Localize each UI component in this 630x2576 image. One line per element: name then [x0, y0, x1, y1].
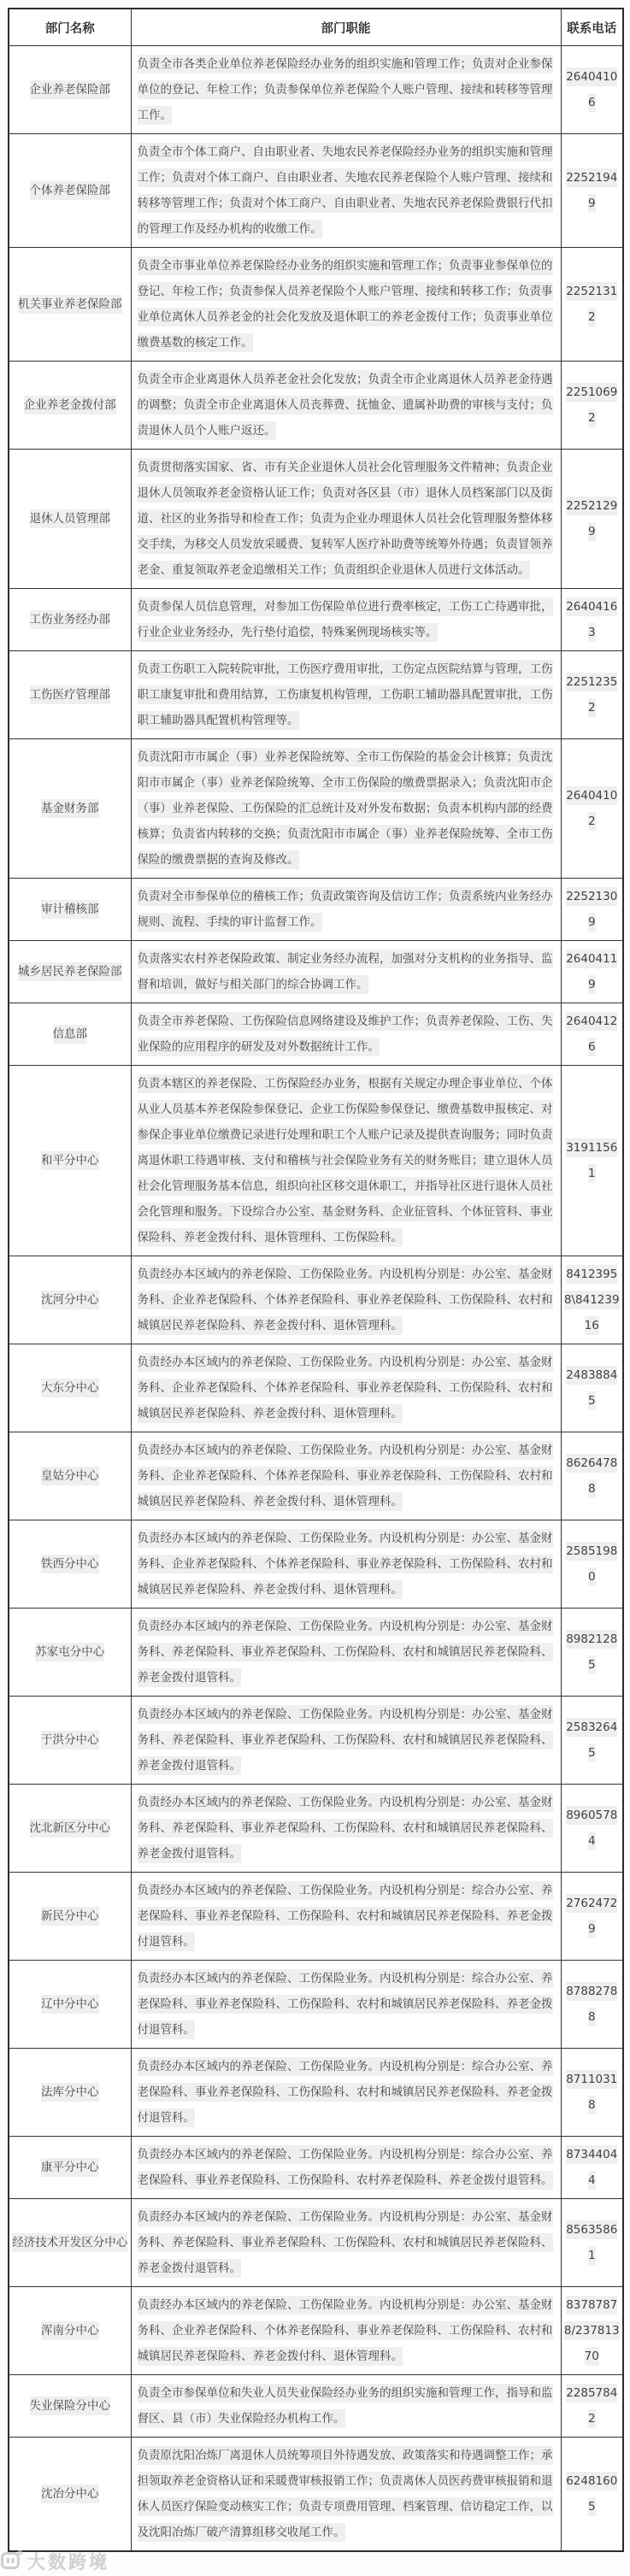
department-name-cell [9, 248, 131, 362]
contact-phone-cell-text: 26404126 [566, 1012, 617, 1056]
contact-phone-cell [561, 1697, 623, 1785]
department-duty-cell-text: 负责经办本区域内的养老保险、工伤保险业务。内设机构分别是：办公室、基金财务科、养老保险科、事业养老保险科、工伤保险科、农村和城镇居民养老保险科、养老金拨付退管科。 [138, 1793, 553, 1863]
table-row [9, 879, 623, 941]
table-row [9, 1256, 623, 1344]
department-name-cell [9, 1344, 131, 1432]
contact-phone-cell-text: 89821285 [566, 1630, 617, 1674]
department-name-cell-text: 审计稽核部 [41, 900, 99, 919]
department-name-cell [9, 2287, 131, 2375]
department-name-cell-text: 皇姑分中心 [41, 1467, 99, 1485]
department-name-cell [9, 1256, 131, 1344]
department-duty-cell [131, 2375, 561, 2438]
department-name-cell [9, 1785, 131, 1873]
contact-phone-cell-text: 87110318 [566, 2070, 617, 2114]
contact-phone-cell [561, 2049, 623, 2137]
department-name-cell-text: 个体养老保险部 [30, 181, 111, 200]
department-name-cell [9, 879, 131, 941]
contact-phone-cell-text: 89605784 [566, 1806, 617, 1850]
contact-phone-cell-text: 22521309 [566, 887, 617, 932]
department-name-cell-text: 铁西分中心 [41, 1555, 99, 1573]
contact-phone-cell-text: 27624729 [566, 1894, 617, 1938]
contact-phone-cell [561, 651, 623, 739]
department-name-cell-text: 企业养老保险部 [30, 80, 111, 99]
department-name-cell-text: 企业养老金拨付部 [24, 396, 116, 415]
department-duty-cell-text: 负责原沈阳冶炼厂离退休人员统筹项目外待遇发放、政策落实和待遇调整工作；承担领取养老金资格认证和采暖费审核报销工作；负责离休人员医药费审核报销和退休人员医疗保险变动核实工作；负责专项费用管理、档案管理、信访稳定工作，以及沈阳冶炼厂破产清算组移交收尾工作。 [138, 2446, 553, 2542]
table-row [9, 651, 623, 739]
table-row [9, 1785, 623, 1873]
table-row [9, 1520, 623, 1609]
department-name-cell [9, 1520, 131, 1609]
contact-phone-cell [561, 739, 623, 879]
table-body [9, 46, 623, 2552]
table-row [9, 1961, 623, 2049]
department-duty-cell-text: 负责经办本区域内的养老保险、工伤保险业务。内设机构分别是：办公室、基金财务科、企业养老保险科、个体养老保险科、事业养老保险科、工伤保险科、农村和城镇居民养老保险科、养老金拨付科、退休管理科。 [138, 1441, 553, 1511]
contact-phone-cell-text: 87882788 [566, 1982, 617, 2026]
contact-phone-cell [561, 134, 623, 248]
watermark-text: 大数跨境 [27, 2552, 109, 2573]
department-duty-cell [131, 2137, 561, 2199]
table-row [9, 450, 623, 589]
department-duty-cell [131, 1003, 561, 1066]
contact-phone-cell [561, 2137, 623, 2199]
department-duty-cell-text: 负责对全市参保单位的稽核工作；负责政策咨询及信访工作；负责系统内业务经办规则、流程、手续的审计监督工作。 [138, 887, 553, 932]
table-header [9, 9, 623, 46]
contact-phone-cell-text: 25851980 [566, 1542, 617, 1586]
table-row [9, 134, 623, 248]
department-name-cell-text: 基金财务部 [41, 799, 99, 818]
department-duty-cell-text: 负责经办本区域内的养老保险、工伤保险业务。内设机构分别是：办公室、基金财务科、企业养老保险科、个体养老保险科、事业养老保险科、工伤保险科、农村和城镇居民养老保险科、养老金拨付科、退休管理科。 [138, 1353, 553, 1423]
department-duty-cell-text: 负责落实农村养老保险政策、制定业务经办流程，加强对分支机构的业务指导、监督和培训，做好与相关部门的综合协调工作。 [138, 950, 553, 994]
table-row [9, 739, 623, 879]
header-department-duty: 部门职能 [131, 9, 561, 46]
header-row [9, 9, 623, 46]
table-row [9, 362, 623, 450]
table-row [9, 2199, 623, 2287]
table-row [9, 1066, 623, 1256]
department-duty-cell [131, 2438, 561, 2552]
contact-phone-cell-text: 26404106 [566, 68, 617, 112]
department-name-cell-text: 城乡居民养老保险部 [18, 962, 122, 981]
department-duty-cell-text: 负责全市参保单位和失业人员失业保险经办业务的组织实施和管理工作，指导和监督区、县（市）失业保险经办机构工作。 [138, 2384, 553, 2428]
department-duty-cell-text: 负责经办本区域内的养老保险、工伤保险业务。内设机构分别是：综合办公室、养老保险科、事业养老保险科、工伤保险科、农村和城镇居民养老保险科、养老金拨付退管科。 [138, 1881, 553, 1951]
department-name-cell [9, 651, 131, 739]
contact-phone-cell-text: 22521949 [566, 168, 617, 213]
department-duty-cell [131, 1873, 561, 1961]
department-duty-cell [131, 2199, 561, 2287]
department-name-cell [9, 1961, 131, 2049]
department-duty-cell [131, 739, 561, 879]
department-name-cell-text: 退休人员管理部 [30, 509, 111, 528]
department-name-cell-text: 新民分中心 [41, 1907, 99, 1926]
contact-phone-cell-text: 26404163 [566, 597, 617, 642]
contact-phone-cell [561, 2287, 623, 2375]
department-duty-cell-text: 负责经办本区域内的养老保险、工伤保险业务。内设机构分别是：办公室、基金财务科、企业养老保险科、个体养老保险科、事业养老保险科、工伤保险科、农村和城镇居民养老保险科、养老金拨付科、退休管理科。 [138, 1529, 553, 1599]
table-row [9, 1609, 623, 1697]
department-name-cell [9, 1432, 131, 1520]
department-name-cell-text: 沈北新区分中心 [30, 1819, 111, 1838]
contact-phone-cell-text: 84123958\84123916 [564, 1265, 620, 1335]
department-duty-cell [131, 1344, 561, 1432]
contact-phone-cell [561, 2438, 623, 2552]
department-duty-cell [131, 1520, 561, 1609]
department-name-cell [9, 941, 131, 1003]
contact-phone-cell-text: 22512352 [566, 673, 617, 717]
contact-phone-cell [561, 248, 623, 362]
department-duty-cell-text: 负责经办本区域内的养老保险、工伤保险业务。内设机构分别是：综合办公室、养老保险科、事业养老保险科、工伤保险科、农村和城镇居民养老保险科、养老金拨付退管科。 [138, 1969, 553, 2039]
table-row [9, 1003, 623, 1066]
department-duty-cell-text: 负责工伤职工入院转院审批，工伤医疗费用审批，工伤定点医院结算与管理，工伤职工康复审批和费用结算，工伤康复机构管理，工伤职工辅助器具配置审批，工伤职工辅助器具配置机构管理等。 [138, 660, 553, 730]
department-duty-cell-text: 负责全市养老保险、工伤保险信息网络建设及维护工作；负责养老保险、工伤、失业保险的应用程序的研发及对外数据统计工作。 [138, 1012, 553, 1056]
department-duty-cell [131, 1256, 561, 1344]
contact-phone-cell-text: 26404102 [566, 786, 617, 831]
department-name-cell-text: 失业保险分中心 [30, 2397, 111, 2415]
contact-phone-cell [561, 2199, 623, 2287]
contact-phone-cell [561, 2375, 623, 2438]
table-row [9, 2287, 623, 2375]
department-duty-cell-text: 负责经办本区域内的养老保险、工伤保险业务。内设机构分别是：综合办公室、养老保险科、事业养老保险科、工伤保险科、农村养老保险科、养老金拨付退管科。 [138, 2145, 553, 2190]
contact-phone-cell-text: 24838845 [566, 1366, 617, 1410]
table-row [9, 2049, 623, 2137]
department-name-cell-text: 和平分中心 [41, 1151, 99, 1170]
table-row [9, 1873, 623, 1961]
contact-phone-cell [561, 1961, 623, 2049]
contact-phone-cell [561, 941, 623, 1003]
department-name-cell [9, 1066, 131, 1256]
contact-phone-cell [561, 1256, 623, 1344]
table-row [9, 1697, 623, 1785]
department-name-cell [9, 2375, 131, 2438]
department-duty-cell [131, 248, 561, 362]
department-duty-cell [131, 589, 561, 651]
department-table [8, 8, 624, 2552]
contact-phone-cell [561, 1432, 623, 1520]
department-name-cell-text: 浑南分中心 [41, 2321, 99, 2340]
department-name-cell [9, 1873, 131, 1961]
department-duty-cell-text: 负责本辖区的养老保险、工伤保险经办业务，根据有关规定办理企事业单位、个体从业人员基本养老保险参保登记、企业工伤保险参保登记、缴费基数申报核定、对参保企事业单位缴费记录进行处理和职工个人账户记录及提供查询服务；同时负责离退休职工待遇审核、支付和稽核与社会保险业务有关的财务账目；建立退休人员社会化管理服务基本信息，组织向社区移交退休职工，并指导社区进行退休人员社会化管理和服务。下设综合办公室、基金财务科、企业征管科、个体征管科、事业保险科、养老金拨付科、退休管理科、工伤保险科。 [138, 1074, 553, 1247]
department-duty-cell [131, 941, 561, 1003]
contact-phone-cell [561, 1785, 623, 1873]
contact-phone-cell [561, 362, 623, 450]
department-duty-cell-text: 负责经办本区域内的养老保险、工伤保险业务。内设机构分别是：办公室、基金财务科、养老保险科、事业养老保险科、工伤保险科、农村和城镇居民养老保险科、养老金拨付退管科。 [138, 2208, 553, 2278]
department-duty-cell-text: 负责全市个体工商户、自由职业者、失地农民养老保险经办业务的组织实施和管理工作；负责对个体工商户、自由职业者、失地农民养老保险个人账户管理、接续和转移等管理工作；负责对个体工商户、自由职业者、失地农民养老保险费银行代扣的管理工作及经办机构的收缴工作。 [138, 143, 553, 238]
contact-phone-cell-text: 86264788 [566, 1454, 617, 1498]
department-name-cell-text: 辽中分中心 [41, 1995, 99, 2014]
department-name-cell [9, 450, 131, 589]
department-duty-cell [131, 651, 561, 739]
department-duty-cell [131, 1609, 561, 1697]
department-name-cell [9, 1003, 131, 1066]
contact-phone-cell [561, 589, 623, 651]
department-duty-cell-text: 负责全市各类企业单位养老保险经办业务的组织实施和管理工作；负责对企业参保单位的登记、年检工作；负责参保单位养老保险个人账户管理、接续和转移等管理工作。 [138, 55, 553, 125]
department-name-cell-text: 沈河分中心 [41, 1291, 99, 1309]
department-duty-cell-text: 负责经办本区域内的养老保险、工伤保险业务。内设机构分别是：办公室、基金财务科、养老保险科、事业养老保险科、工伤保险科、农村和城镇居民养老保险科、养老金拨付退管科。 [138, 1705, 553, 1775]
department-duty-cell [131, 879, 561, 941]
department-name-cell [9, 2049, 131, 2137]
contact-phone-cell-text: 25832645 [566, 1718, 617, 1762]
department-name-cell-text: 机关事业养老保险部 [18, 295, 122, 314]
table-row [9, 589, 623, 651]
contact-phone-cell-text: 62481605 [566, 2472, 617, 2516]
department-name-cell-text: 经济技术开发区分中心 [12, 2233, 127, 2252]
department-duty-cell [131, 1785, 561, 1873]
contact-phone-cell-text: 26404119 [566, 950, 617, 994]
department-duty-cell-text: 负责参保人员信息管理，对参加工伤保险单位进行费率核定，工伤工亡待遇审批，行业企业业务经办，先行垫付追偿，特殊案例现场核实等。 [138, 597, 553, 642]
department-duty-cell [131, 46, 561, 134]
table-row [9, 1344, 623, 1432]
department-duty-cell [131, 1432, 561, 1520]
department-duty-cell [131, 362, 561, 450]
contact-phone-cell [561, 1003, 623, 1066]
contact-phone-cell-text: 22521312 [566, 282, 617, 326]
contact-phone-cell [561, 1609, 623, 1697]
department-duty-cell-text: 负责经办本区域内的养老保险、工伤保险业务。内设机构分别是：综合办公室、养老保险科、事业养老保险科、工伤保险科、农村和城镇居民养老保险科、养老金拨付退管科。 [138, 2057, 553, 2127]
department-name-cell [9, 2137, 131, 2199]
watermark-logo-icon [1, 2550, 24, 2573]
contact-phone-cell-text: 31911561 [566, 1138, 617, 1183]
department-name-cell-text: 大东分中心 [41, 1379, 99, 1397]
department-name-cell-text: 信息部 [53, 1025, 88, 1044]
header-contact-phone: 联系电话 [561, 9, 623, 46]
department-name-cell [9, 2199, 131, 2287]
department-name-cell-text: 于洪分中心 [41, 1731, 99, 1750]
department-name-cell [9, 46, 131, 134]
department-name-cell-text: 法库分中心 [41, 2083, 99, 2102]
table-row [9, 46, 623, 134]
table-row [9, 1432, 623, 1520]
department-duty-cell-text: 负责经办本区域内的养老保险、工伤保险业务。内设机构分别是：办公室、基金财务科、企业养老保险科、个体养老保险科、事业养老保险科、工伤保险科、农村和城镇居民养老保险科、养老金拨付科、退休管理科。 [138, 1265, 553, 1335]
department-duty-cell-text: 负责全市企业离退休人员养老金社会化发放；负责全市企业离退休人员养老金待遇的调整；负责全市企业离退休人员丧葬费、抚恤金、遗属补助费的审核与支付；负责退休人员个人账户返还。 [138, 370, 553, 440]
contact-phone-cell-text: 87344044 [566, 2145, 617, 2190]
table-row [9, 2137, 623, 2199]
department-duty-cell [131, 450, 561, 589]
department-name-cell-text: 康平分中心 [41, 2158, 99, 2177]
department-duty-cell-text: 负责沈阳市市属企（事）业养老保险统筹、全市工伤保险的基金会计核算；负责沈阳市市属企（事）业养老保险统筹、全市工伤保险的缴费票据录入；负责沈阳市企（事）业养老保险、工伤保险的汇总统计及对外发布数据；负责本机构内部的经费核算；负责省内转移的交换；负责沈阳市市属企（事）业养老保险统筹、全市工伤保险的缴费票据的查询及修改。 [138, 748, 553, 869]
department-name-cell-text: 工伤医疗管理部 [30, 685, 111, 704]
department-duty-cell [131, 1066, 561, 1256]
department-name-cell [9, 362, 131, 450]
table-row [9, 248, 623, 362]
contact-phone-cell [561, 1873, 623, 1961]
table-row [9, 941, 623, 1003]
department-name-cell [9, 739, 131, 879]
department-duty-cell-text: 负责贯彻落实国家、省、市有关企业退休人员社会化管理服务文件精神；负责企业退休人员领取养老金资格认证工作；负责对各区县（市）退休人员档案部门以及街道、社区的业务指导和检查工作；负责为企业办理退休人员社会化管理服务整体移交手续，为移交人员发放采暖费、复转军人医疗补助费等统筹外待遇；负责冒领养老金、重复领取养老金追缴相关工作；负责组织企业退休人员进行文体活动。 [138, 458, 553, 579]
department-duty-cell [131, 2287, 561, 2375]
table-row [9, 2438, 623, 2552]
contact-phone-cell [561, 450, 623, 589]
department-duty-cell [131, 1961, 561, 2049]
department-duty-cell [131, 134, 561, 248]
table-row [9, 2375, 623, 2438]
contact-phone-cell [561, 1066, 623, 1256]
department-name-cell-text: 沈冶分中心 [41, 2485, 99, 2503]
department-name-cell-text: 工伤业务经办部 [30, 610, 111, 629]
contact-phone-cell [561, 1520, 623, 1609]
department-name-cell [9, 134, 131, 248]
contact-phone-cell-text: 22857842 [566, 2384, 617, 2428]
department-duty-cell-text: 负责经办本区域内的养老保险、工伤保险业务。内设机构分别是：办公室、基金财务科、养老保险科、事业养老保险科、工伤保险科、农村和城镇居民养老保险科、养老金拨付退管科。 [138, 1617, 553, 1687]
header-department-name: 部门名称 [9, 9, 131, 46]
department-duty-cell-text: 负责经办本区域内的养老保险、工伤保险业务。内设机构分别是：办公室、基金财务科、企业养老保险科、个体养老保险科、事业养老保险科、工伤保险科、农村和城镇居民养老保险科、养老金拨付科、退休管理科。 [138, 2296, 553, 2366]
department-name-cell-text: 苏家屯分中心 [35, 1643, 104, 1661]
department-duty-cell [131, 2049, 561, 2137]
contact-phone-cell [561, 879, 623, 941]
contact-phone-cell-text: 85635861 [566, 2220, 617, 2265]
contact-phone-cell [561, 46, 623, 134]
department-name-cell [9, 589, 131, 651]
watermark [1, 2549, 109, 2574]
contact-phone-cell-text: 83787878/23781370 [564, 2296, 620, 2366]
department-duty-cell-text: 负责全市事业单位养老保险经办业务的组织实施和管理工作；负责事业参保单位的登记、年检工作；负责参保人员养老保险个人账户管理、接续和转移工作；负责事业单位离休人员养老金的社会化发放及退休职工的养老金拨付工作；负责事业单位缴费基数的核定工作。 [138, 256, 553, 352]
contact-phone-cell [561, 1344, 623, 1432]
department-duty-cell [131, 1697, 561, 1785]
contact-phone-cell-text: 22510692 [566, 383, 617, 427]
contact-phone-cell-text: 22521299 [566, 497, 617, 541]
department-name-cell [9, 2438, 131, 2552]
department-name-cell [9, 1697, 131, 1785]
department-name-cell [9, 1609, 131, 1697]
